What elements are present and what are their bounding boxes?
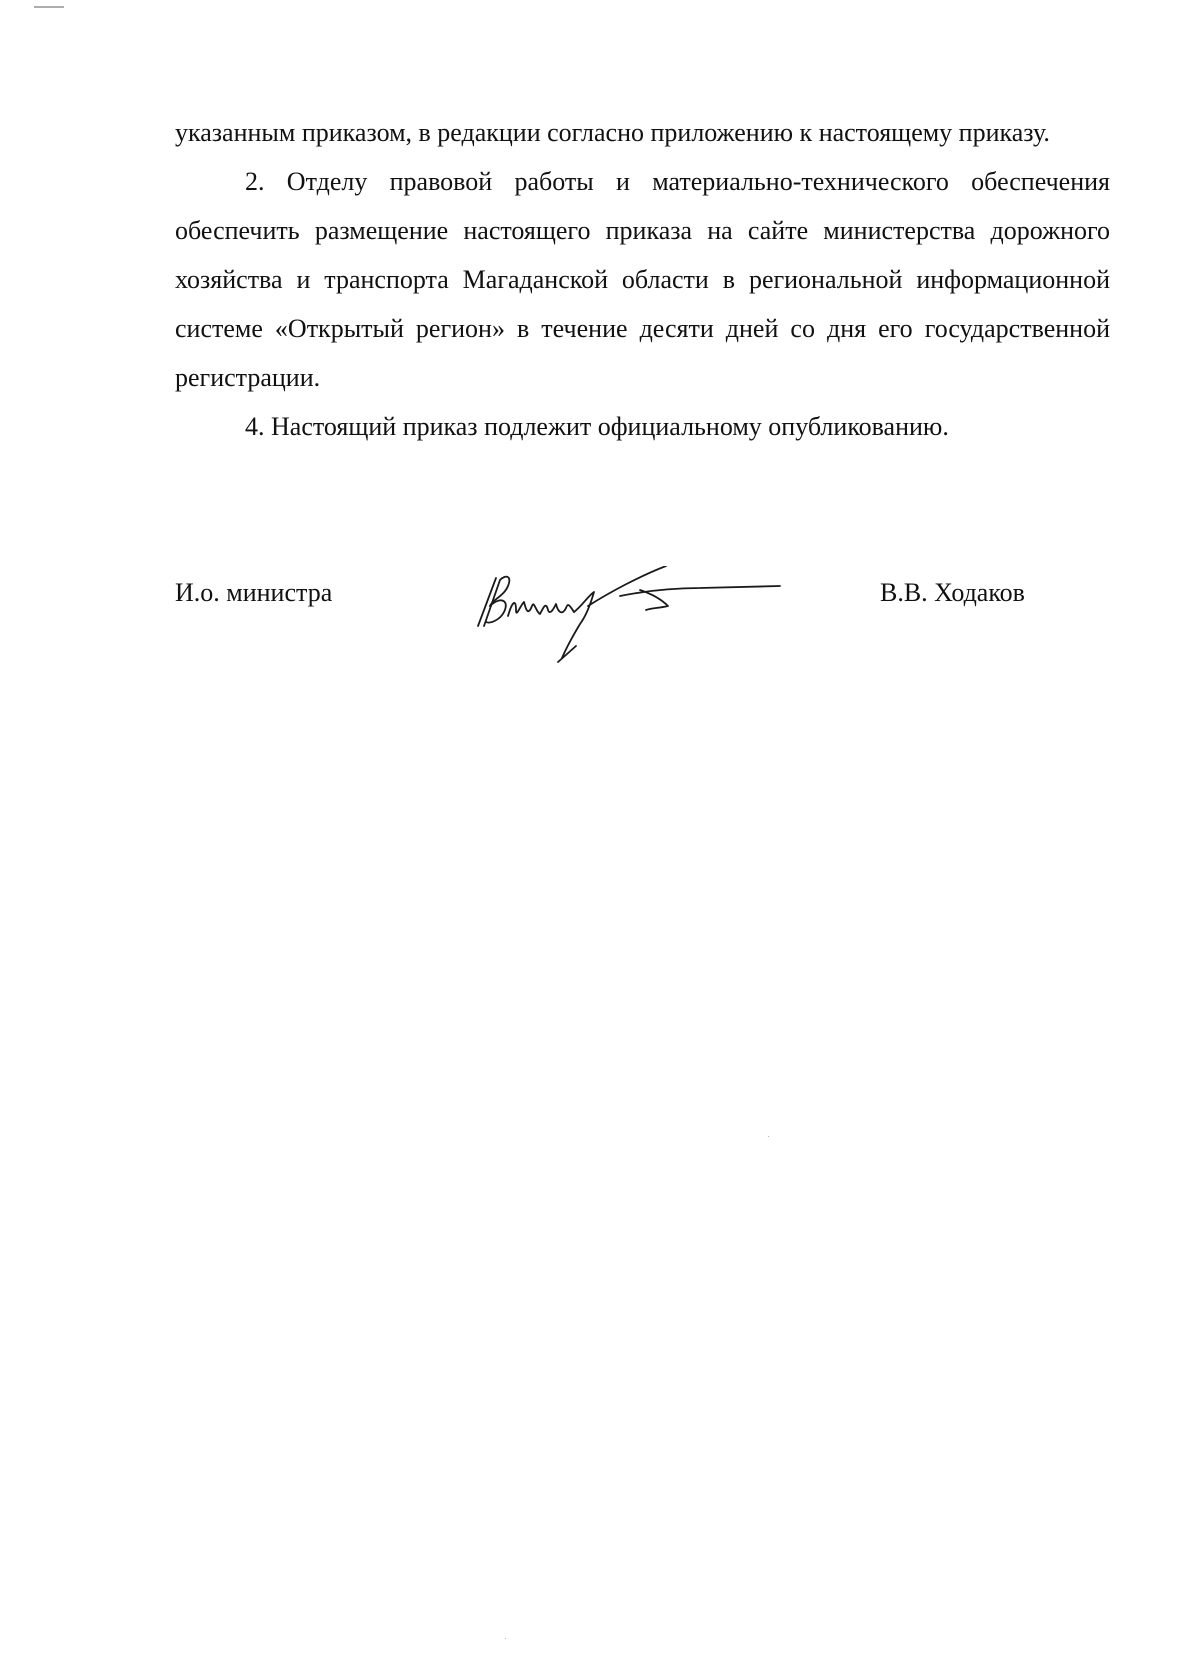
scan-speck — [768, 1136, 769, 1137]
handwritten-signature — [470, 566, 790, 676]
signature-block — [175, 578, 1110, 698]
paragraph-item-2: 2. Отделу правовой работы и материально-технического обеспечения обеспечить размещение настоящего приказа на сайте министерства дорожного хозяйства и транспорта Магаданской области в региональной информационной системе «Открытый регион» в течение десяти дней со дня его государственной регистрации. — [175, 167, 1110, 392]
paragraph-item-4: 4. Настоящий приказ подлежит официальному опубликованию. — [245, 412, 949, 441]
scan-artifact-mark — [34, 6, 64, 8]
signer-name: В.В. Ходаков — [880, 578, 1025, 607]
scan-speck — [505, 1638, 506, 1639]
paragraph-continuation: указанным приказом, в редакции согласно приложению к настоящему приказу. — [175, 118, 1050, 147]
document-body — [175, 108, 1110, 451]
signer-position-title: И.о. министра — [175, 578, 333, 607]
